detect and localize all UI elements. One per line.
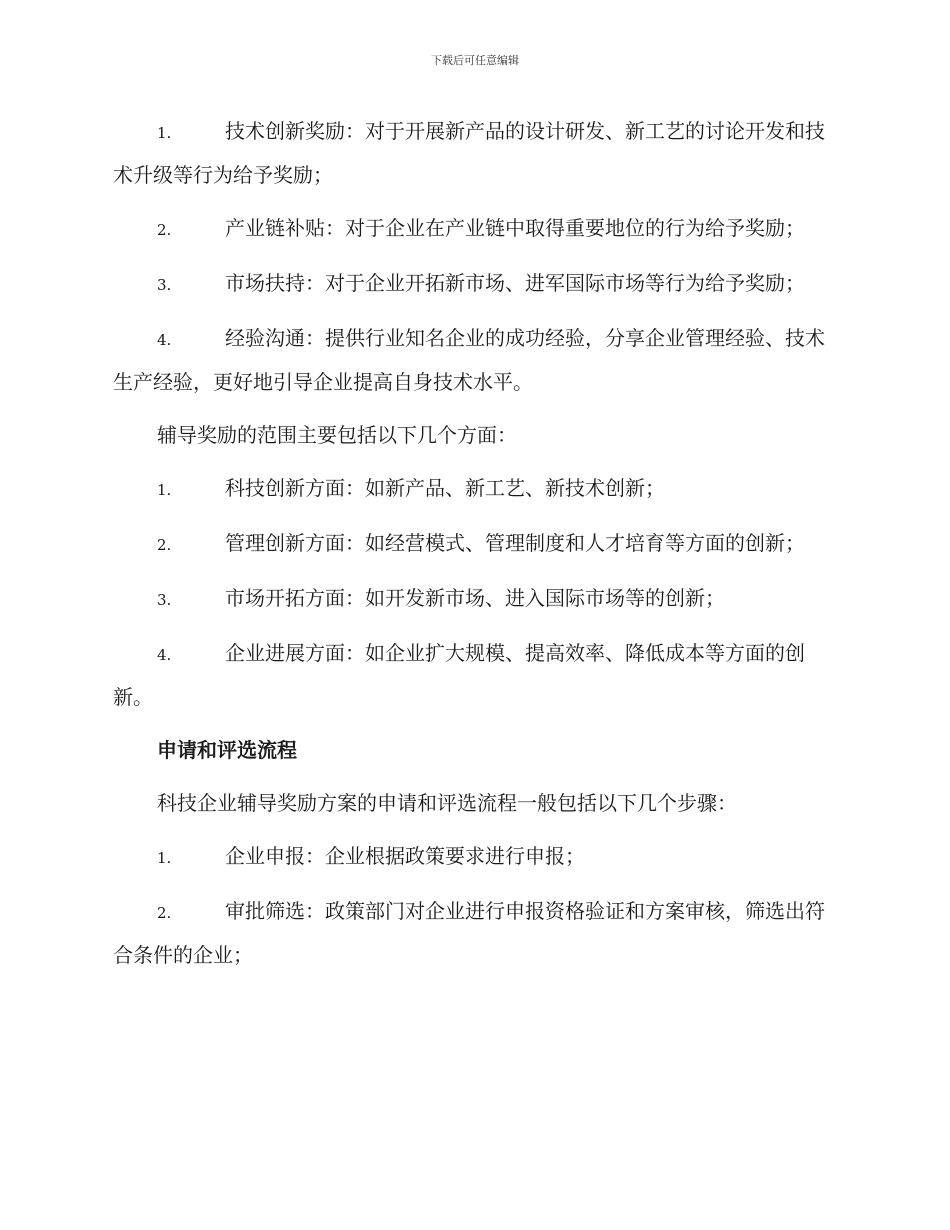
list-text: 市场扶持：对于企业开拓新市场、进军国际市场等行为给予奖励； <box>225 271 805 295</box>
list-number: 4. <box>157 331 172 349</box>
scope-intro-paragraph: 辅导奖励的范围主要包括以下几个方面： <box>157 423 517 447</box>
list-number: 1. <box>157 124 172 142</box>
list-number: 1. <box>157 849 172 867</box>
list-text: 管理创新方面：如经营模式、管理制度和人才培育等方面的创新； <box>225 531 805 555</box>
document-body <box>113 110 835 987</box>
list-text: 技术创新奖励：对于开展新产品的设计研发、新工艺的讨论开发和技术升级等行为给予奖励； <box>113 119 825 187</box>
list-text: 企业申报：企业根据政策要求进行申报； <box>225 844 585 868</box>
list-item <box>113 110 835 196</box>
section-heading: 申请和评选流程 <box>157 738 297 762</box>
list-text: 科技创新方面：如新产品、新工艺、新技术创新； <box>225 476 665 500</box>
list-number: 3. <box>157 591 172 609</box>
list-number: 2. <box>157 221 172 239</box>
list-item <box>113 577 835 621</box>
list-item <box>113 262 835 306</box>
page-header: 下载后可任意编辑 <box>431 54 519 67</box>
list-number: 4. <box>157 646 172 664</box>
list-text: 企业进展方面：如企业扩大规模、提高效率、降低成本等方面的创新。 <box>113 641 805 709</box>
list-item <box>113 835 835 879</box>
list-item <box>113 890 835 976</box>
list-item <box>113 522 835 566</box>
list-number: 3. <box>157 276 172 294</box>
list-number: 1. <box>157 481 172 499</box>
list-text: 市场开拓方面：如开发新市场、进入国际市场等的创新； <box>225 586 725 610</box>
list-text: 审批筛选：政策部门对企业进行申报资格验证和方案审核，筛选出符合条件的企业； <box>113 899 825 967</box>
list-item <box>113 632 835 718</box>
list-number: 2. <box>157 904 172 922</box>
process-intro-paragraph: 科技企业辅导奖励方案的申请和评选流程一般包括以下几个步骤： <box>157 791 737 815</box>
list-item <box>113 467 835 511</box>
list-text: 经验沟通：提供行业知名企业的成功经验，分享企业管理经验、技术生产经验，更好地引导企业提高自身技术水平。 <box>113 326 825 394</box>
list-text: 产业链补贴：对于企业在产业链中取得重要地位的行为给予奖励； <box>225 216 805 240</box>
list-item <box>113 207 835 251</box>
list-number: 2. <box>157 536 172 554</box>
list-item <box>113 317 835 403</box>
